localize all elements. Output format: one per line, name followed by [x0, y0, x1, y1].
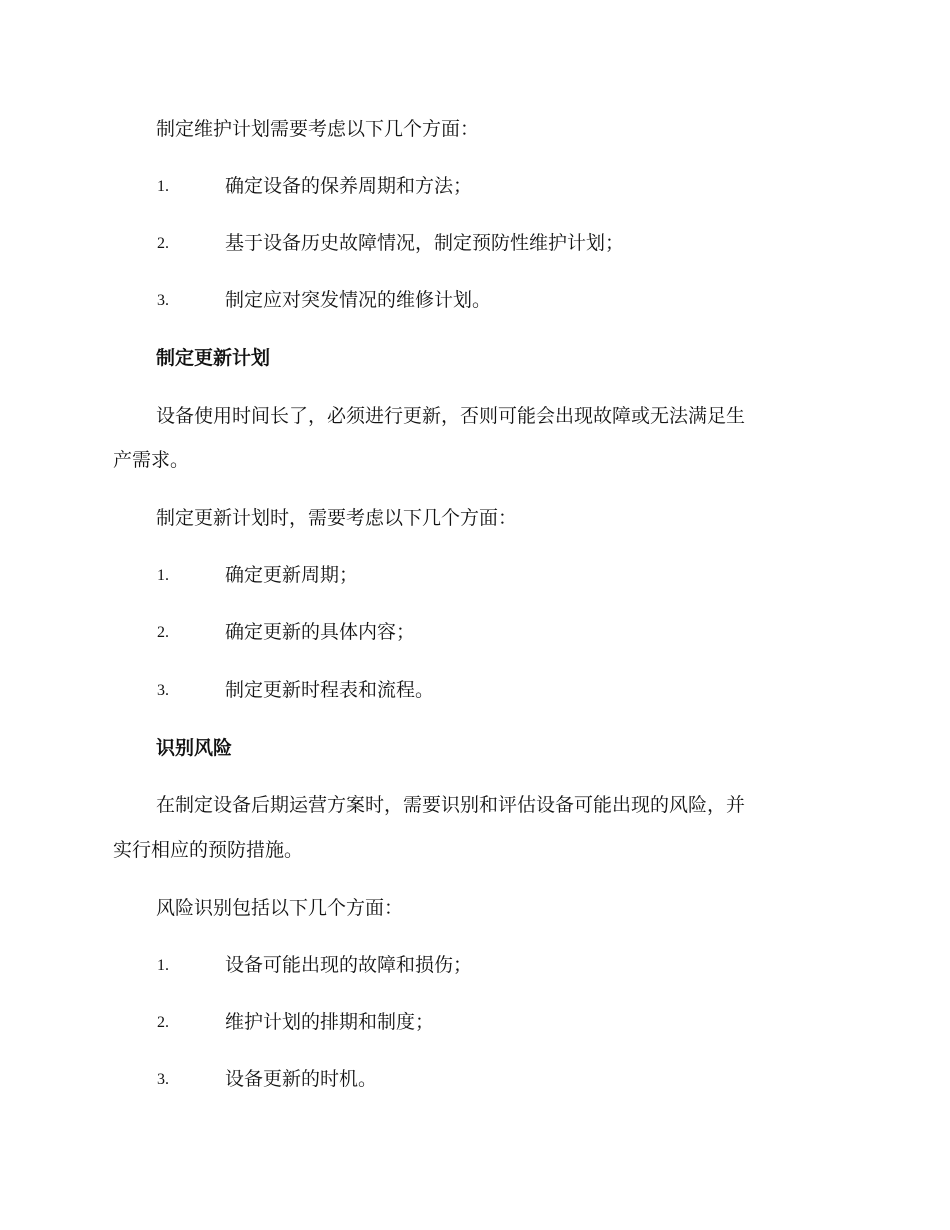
- maintenance-item-1-number: 1.: [157, 178, 169, 195]
- risk-item-1-number: 1.: [157, 957, 169, 974]
- update-item-3-number: 3.: [157, 682, 169, 699]
- update-plan-heading: 制定更新计划: [156, 347, 271, 369]
- risk-item-2-number: 2.: [157, 1014, 169, 1031]
- maintenance-item-3-text: 制定应对突发情况的维修计划。: [225, 289, 492, 311]
- risk-item-2-text: 维护计划的排期和制度；: [225, 1011, 435, 1033]
- update-intro: 制定更新计划时，需要考虑以下几个方面：: [156, 507, 518, 529]
- risk-item-3-number: 3.: [157, 1071, 169, 1088]
- update-item-3-text: 制定更新时程表和流程。: [225, 679, 435, 701]
- update-item-2-number: 2.: [157, 624, 169, 641]
- risk-para-line-2: 实行相应的预防措施。: [113, 839, 304, 861]
- update-item-1-number: 1.: [157, 567, 169, 584]
- update-para-line-2: 产需求。: [113, 449, 190, 471]
- update-para-line-1: 设备使用时间长了，必须进行更新，否则可能会出现故障或无法满足生: [156, 405, 746, 427]
- risk-heading: 识别风险: [156, 737, 233, 759]
- risk-para-line-1: 在制定设备后期运营方案时，需要识别和评估设备可能出现的风险，并: [156, 794, 746, 816]
- risk-item-3-text: 设备更新的时机。: [225, 1068, 378, 1090]
- risk-intro: 风险识别包括以下几个方面：: [156, 897, 404, 919]
- maintenance-item-2-text: 基于设备历史故障情况，制定预防性维护计划；: [225, 232, 625, 254]
- maintenance-item-3-number: 3.: [157, 292, 169, 309]
- maintenance-item-2-number: 2.: [157, 235, 169, 252]
- risk-item-1-text: 设备可能出现的故障和损伤；: [225, 954, 473, 976]
- maintenance-item-1-text: 确定设备的保养周期和方法；: [225, 175, 473, 197]
- update-item-2-text: 确定更新的具体内容；: [225, 621, 416, 643]
- maintenance-intro: 制定维护计划需要考虑以下几个方面：: [156, 118, 480, 140]
- update-item-1-text: 确定更新周期；: [225, 564, 359, 586]
